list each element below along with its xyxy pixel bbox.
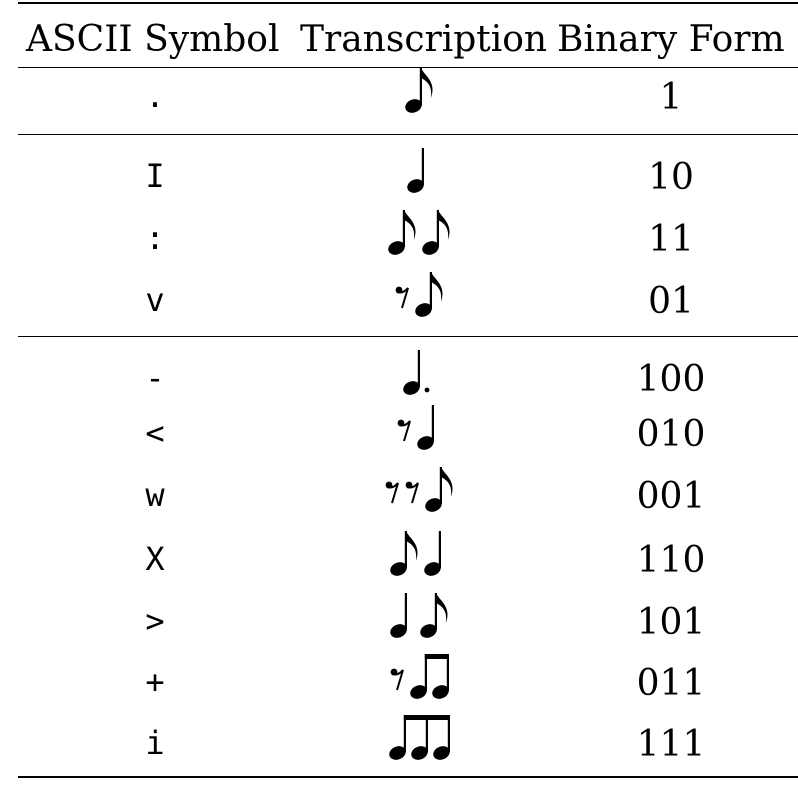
rhythm-notation bbox=[395, 407, 465, 455]
eighth-note-icon bbox=[420, 210, 449, 257]
transcription-cell bbox=[388, 656, 472, 704]
transcription-cell bbox=[393, 274, 467, 322]
top-rule bbox=[18, 2, 798, 4]
table-row: X 110 bbox=[0, 543, 798, 593]
group-rule-2 bbox=[18, 336, 798, 337]
eighth-note-icon bbox=[388, 531, 417, 578]
eighth-note-icon bbox=[423, 467, 452, 514]
table-row: - 100 bbox=[0, 362, 798, 412]
header-transcription: Transcription bbox=[300, 19, 548, 60]
eighth-rest-icon bbox=[406, 482, 418, 503]
beam-icon bbox=[404, 715, 450, 720]
beam-icon bbox=[425, 654, 449, 659]
table-row: > 101 bbox=[0, 605, 798, 655]
rhythm-notation bbox=[386, 212, 474, 260]
eighth-rest-icon bbox=[391, 669, 403, 690]
table-row: < 010 bbox=[0, 417, 798, 467]
rhythm-notation bbox=[388, 595, 472, 643]
eighth-rest-icon bbox=[396, 287, 408, 308]
table-row: i 111 bbox=[0, 727, 798, 777]
header-rule bbox=[18, 67, 798, 68]
transcription-cell bbox=[386, 212, 474, 260]
rhythm-notation bbox=[401, 352, 459, 400]
transcription-cell bbox=[388, 595, 472, 643]
quarter-note-icon bbox=[422, 531, 443, 578]
group-rule-1 bbox=[18, 134, 798, 135]
eighth-note-icon bbox=[413, 272, 442, 319]
table-row: v 01 bbox=[0, 284, 798, 334]
header-binary-form: Binary Form bbox=[557, 19, 785, 60]
transcription-cell bbox=[388, 533, 472, 581]
transcription-cell bbox=[401, 352, 459, 400]
table-row: I 10 bbox=[0, 160, 798, 210]
eighth-rest-icon bbox=[398, 420, 410, 441]
rhythm-notation bbox=[388, 656, 472, 704]
eighth-note-icon bbox=[386, 210, 415, 257]
transcription-cell bbox=[383, 469, 477, 517]
eighth-note-icon bbox=[403, 68, 432, 115]
table-row: + 011 bbox=[0, 666, 798, 716]
beamed-eighth-note-icon bbox=[430, 654, 451, 701]
table-row: w 001 bbox=[0, 479, 798, 529]
beamed-eighth-note-icon bbox=[408, 654, 429, 701]
rhythm-notation bbox=[383, 469, 477, 517]
eighth-note-icon bbox=[418, 593, 447, 640]
beamed-eighth-note-icon bbox=[431, 715, 452, 762]
rhythm-notation bbox=[393, 274, 467, 322]
dotted-quarter-note-icon bbox=[401, 350, 429, 397]
beamed-eighth-note-icon bbox=[409, 715, 430, 762]
table-row: . 1 bbox=[0, 80, 798, 130]
eighth-rest-icon bbox=[386, 482, 398, 503]
rhythm-notation bbox=[405, 150, 455, 198]
header-ascii-symbol: ASCII Symbol bbox=[26, 19, 280, 60]
transcription-cell bbox=[403, 70, 457, 118]
rhythm-notation bbox=[403, 70, 457, 118]
transcription-cell bbox=[387, 717, 473, 765]
quarter-note-icon bbox=[415, 405, 436, 452]
table-row: : 11 bbox=[0, 222, 798, 272]
rhythm-notation bbox=[388, 533, 472, 581]
transcription-cell bbox=[405, 150, 455, 198]
beamed-eighth-note-icon bbox=[387, 715, 408, 762]
quarter-note-icon bbox=[388, 593, 409, 640]
quarter-note-icon bbox=[405, 148, 426, 195]
transcription-cell bbox=[395, 407, 465, 455]
rhythm-notation bbox=[387, 717, 473, 765]
